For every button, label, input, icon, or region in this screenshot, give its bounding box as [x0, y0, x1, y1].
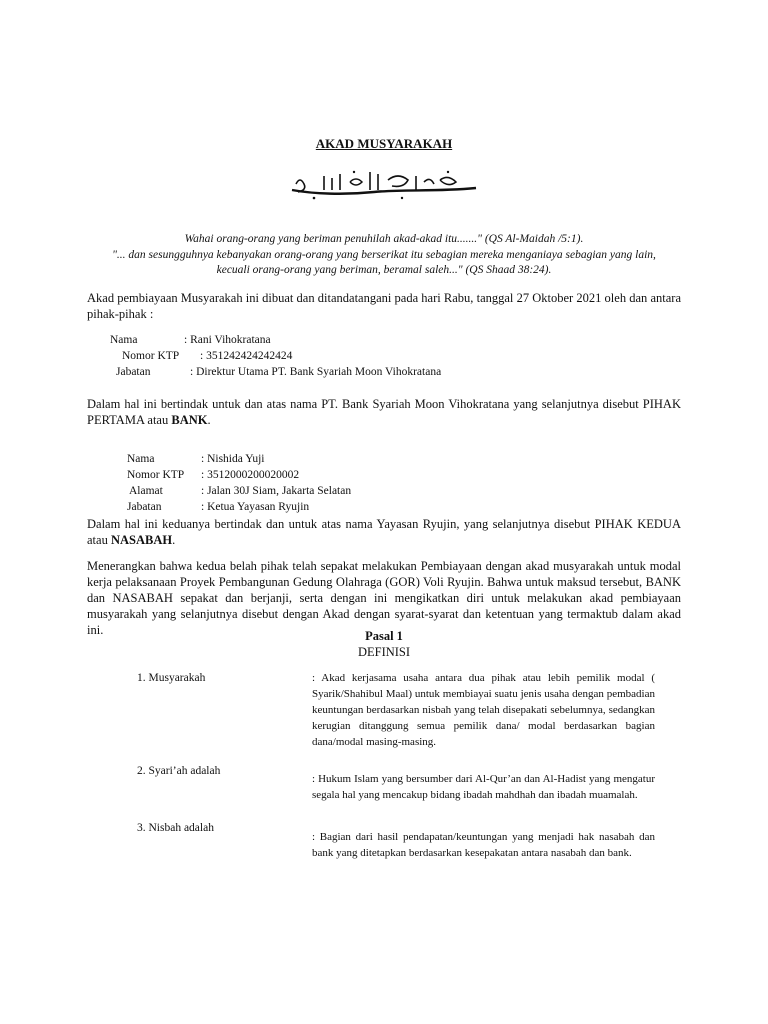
party2-jabatan-label: Jabatan — [127, 501, 162, 513]
party1-ktp-label: Nomor KTP — [122, 350, 180, 362]
party1-ktp-value: : 351242424242424 — [200, 350, 293, 362]
definition-term-musyarakah: 1. Musyarakah — [137, 672, 206, 684]
party2-ktp-value: : 3512000200020002 — [201, 469, 300, 481]
quote-line-3: kecuali orang-orang yang beriman, beramal saleh..." (QS Shaad 38:24). — [216, 264, 552, 276]
party2-alamat-label: Alamat — [129, 485, 163, 497]
party1-statement — [87, 396, 681, 428]
document-title: AKAD MUSYARAKAH — [315, 136, 453, 151]
party2-statement-text: Dalam hal ini keduanya bertindak dan untuk atas nama Yayasan Ryujin, yang selanjutnya disebut PIHAK KEDUA atau — [87, 517, 681, 547]
party2-jabatan-value: : Ketua Yayasan Ryujin — [201, 501, 310, 513]
quote-line-1: Wahai orang-orang yang beriman penuhilah akad-akad itu......." (QS Al-Maidah /5:1). — [184, 233, 584, 245]
party2-alamat-value: : Jalan 30J Siam, Jakarta Selatan — [201, 485, 352, 497]
party1-nama-value: : Rani Vihokratana — [184, 334, 271, 346]
party2-role-bold: NASABAH — [110, 533, 173, 547]
party2-nama-value: : Nishida Yuji — [201, 453, 265, 465]
party1-nama-label: Nama — [110, 334, 138, 346]
pasal-heading: Pasal 1 — [365, 629, 403, 643]
quote-line-2: "... dan sesungguhnya kebanyakan orang-orang yang berserikat itu sebagian mereka menganiaya sebagian yang lain, — [112, 249, 656, 261]
party1-statement-end: . — [207, 413, 211, 427]
definition-term-syariah: 2. Syari’ah adalah — [137, 765, 221, 777]
agreement-paragraph: Menerangkan bahwa kedua belah pihak telah sepakat melakukan Pembiayaan dengan akad musyarakah untuk modal kerja pelaksanaan Proyek Pembangunan Gedung Olahraga (GOR) Voli Ryujin. Bahwa untuk maksud tersebut, BANK dan NASABAH sepakat dan berjanji, serta dengan ini mengikatkan diri untuk melakukan akad pembiayaan musyarakah yang selanjutnya disebut dengan Akad dengan syarat-syarat dan ketentuan yang termaktub dalam akad ini. — [87, 559, 681, 637]
party1-jabatan-value: : Direktur Utama PT. Bank Syariah Moon Vihokratana — [190, 366, 442, 378]
basmala-calligraphy-icon — [284, 168, 484, 202]
definition-desc-syariah: : Hukum Islam yang bersumber dari Al-Qur’an dan Al-Hadist yang mengatur segala hal yang mencakup bidang ibadah mahdhah dan ibadah muamalah. — [312, 773, 655, 801]
pasal-subheading: DEFINISI — [357, 645, 411, 659]
intro-paragraph: Akad pembiayaan Musyarakah ini dibuat dan ditandatangani pada hari Rabu, tanggal 27 Oktober 2021 oleh dan antara pihak-pihak : — [87, 291, 681, 321]
party2-statement — [87, 516, 681, 548]
definition-term-nisbah: 3. Nisbah adalah — [137, 822, 214, 834]
definition-desc-musyarakah: : Akad kerjasama usaha antara dua pihak atau lebih pemilik modal ( Syarik/Shahibul Maal) untuk membiayai suatu jenis usaha dengan pembadian keuntungan berdasarkan nisbah yang telah disepakati sebelumnya, sedangkan kerugian ditanggung semua pemilik dana/ modal berdasarkan bagian dana/modal masing-masing. — [312, 672, 655, 748]
party2-ktp-label: Nomor KTP — [127, 469, 185, 481]
party1-jabatan-label: Jabatan — [116, 366, 151, 378]
party1-statement-text: Dalam hal ini bertindak untuk dan atas nama PT. Bank Syariah Moon Vihokratana yang selanjutnya disebut PIHAK PERTAMA atau — [87, 397, 681, 427]
party1-role-bold: BANK — [171, 413, 208, 427]
definition-desc-nisbah: : Bagian dari hasil pendapatan/keuntungan yang menjadi hak nasabah dan bank yang ditetapkan berdasarkan kesepakatan antara nasabah dan bank. — [312, 831, 655, 859]
party2-statement-end: . — [172, 533, 176, 547]
party2-nama-label: Nama — [127, 453, 155, 465]
